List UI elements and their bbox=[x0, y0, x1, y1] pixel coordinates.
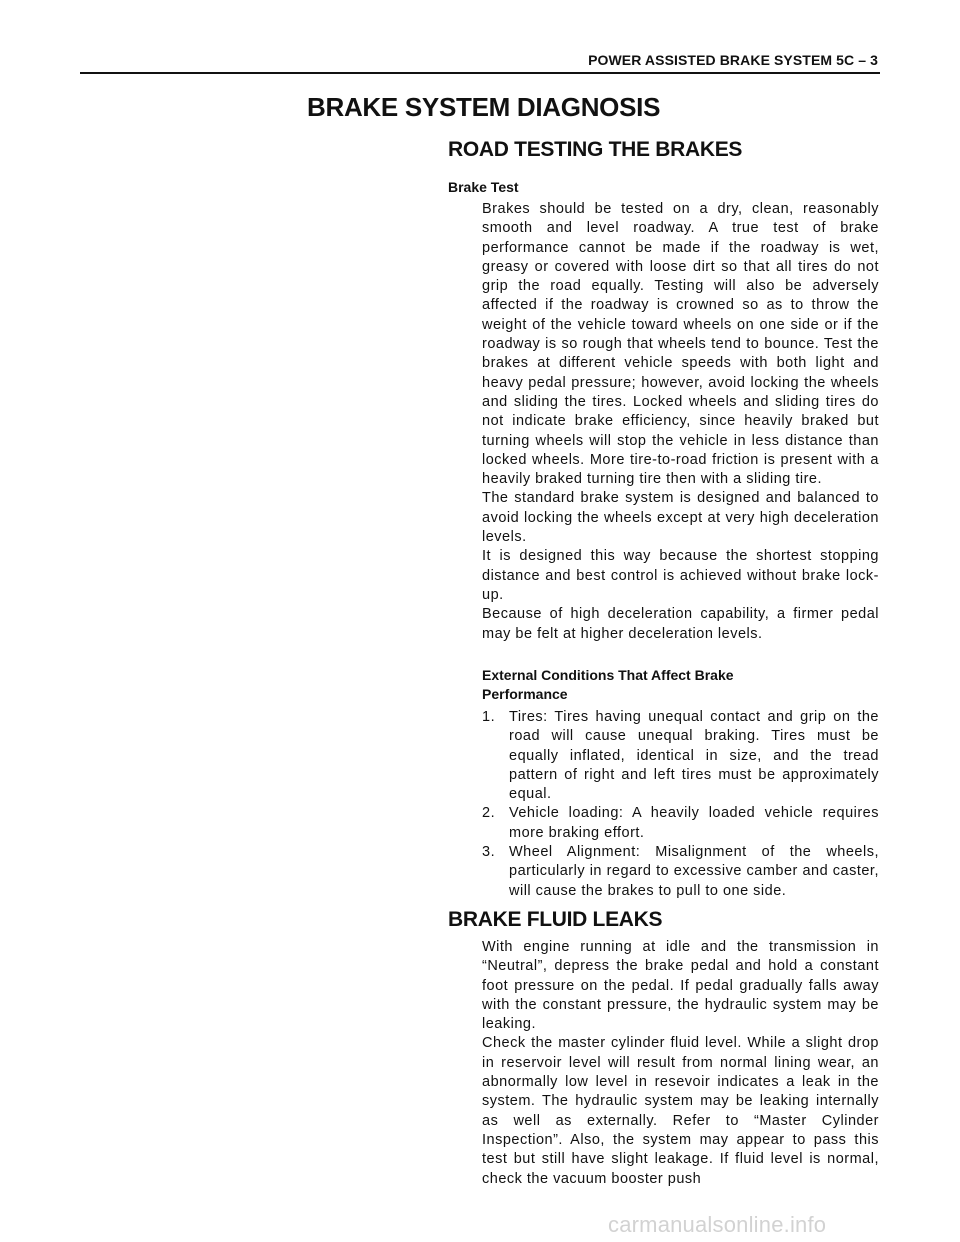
external-conditions-list bbox=[482, 708, 879, 901]
fluid-leaks-body bbox=[482, 938, 879, 1189]
header-rule bbox=[80, 72, 880, 74]
brake-test-body bbox=[482, 200, 879, 644]
running-header: POWER ASSISTED BRAKE SYSTEM 5C – 3 bbox=[588, 52, 878, 68]
list-item bbox=[482, 708, 879, 804]
brake-test-paragraph: Brakes should be tested on a dry, clean, reasonably smooth and level roadway. A true test of brake performance cannot be made if the roadway is wet, greasy or covered with loose dirt so that all tires do not grip the road equally. Testing will also be adversely affected if the roadway is crowned so as to throw the weight of the vehicle toward wheels on one side or if the roadway is so rough that wheels tend to bounce. Test the brakes at different vehicle speeds with both light and heavy pedal pressure; however, avoid locking the wheels and sliding the tires. Locked wheels and sliding tires do not indicate brake efficiency, since heavily braked but turning wheels will stop the vehicle in less distance than locked wheels. More tire-to-road friction is present with a heavily braked turning tire then with a sliding tire. bbox=[482, 201, 879, 488]
list-item-text: Wheel Alignment: Misalignment of the wheels, particularly in regard to excessive camber and caster, will cause the brakes to pull to one side. bbox=[509, 844, 879, 899]
watermark-text: carmanualsonline.info bbox=[608, 1212, 827, 1237]
list-item-number: 1. bbox=[482, 709, 496, 725]
list-item-number: 2. bbox=[482, 805, 496, 822]
brake-fluid-leaks-heading: BRAKE FLUID LEAKS bbox=[448, 908, 663, 931]
external-conditions-heading-line: Performance bbox=[482, 685, 568, 702]
page-title: BRAKE SYSTEM DIAGNOSIS bbox=[307, 92, 661, 122]
brake-test-paragraph: The standard brake system is designed and balanced to avoid locking the wheels except at very high deceleration levels. bbox=[482, 490, 879, 546]
list-item-text: Tires: Tires having unequal contact and grip on the road will cause unequal braking. Tires must be equally inflated, identical in size, and the tread pattern of right and left tires must be approximately equal. bbox=[509, 709, 879, 803]
external-conditions-heading-line: External Conditions That Affect Brake bbox=[482, 667, 734, 683]
road-testing-heading: ROAD TESTING THE BRAKES bbox=[448, 138, 743, 161]
list-item-text: Vehicle loading: A heavily loaded vehicle requires more braking effort. bbox=[509, 805, 879, 841]
fluid-leaks-paragraph: Check the master cylinder fluid level. While a slight drop in reservoir level will result from normal lining wear, an abnormally low level in resevoir indicates a leak in the system. The hydraulic system may be leaking internally as well as externally. Refer to “Master Cylinder Inspection”. Also, the system may appear to pass this test but still have slight leakage. If fluid level is normal, check the vacuum booster push bbox=[482, 1035, 879, 1187]
brake-test-subheading: Brake Test bbox=[448, 179, 519, 195]
fluid-leaks-paragraph: With engine running at idle and the transmission in “Neutral”, depress the brake pedal and hold a constant foot pressure on the pedal. If pedal gradually falls away with the constant pressure, the hydraulic system may be leaking. bbox=[482, 939, 879, 1033]
list-item bbox=[482, 843, 879, 901]
brake-test-paragraph: Because of high deceleration capability, a firmer pedal may be felt at higher deceleration levels. bbox=[482, 606, 879, 642]
brake-test-paragraph: It is designed this way because the shortest stopping distance and best control is achieved without brake lock-up. bbox=[482, 548, 879, 603]
list-item bbox=[482, 804, 879, 843]
external-conditions-heading bbox=[482, 666, 879, 703]
list-item-number: 3. bbox=[482, 844, 496, 861]
